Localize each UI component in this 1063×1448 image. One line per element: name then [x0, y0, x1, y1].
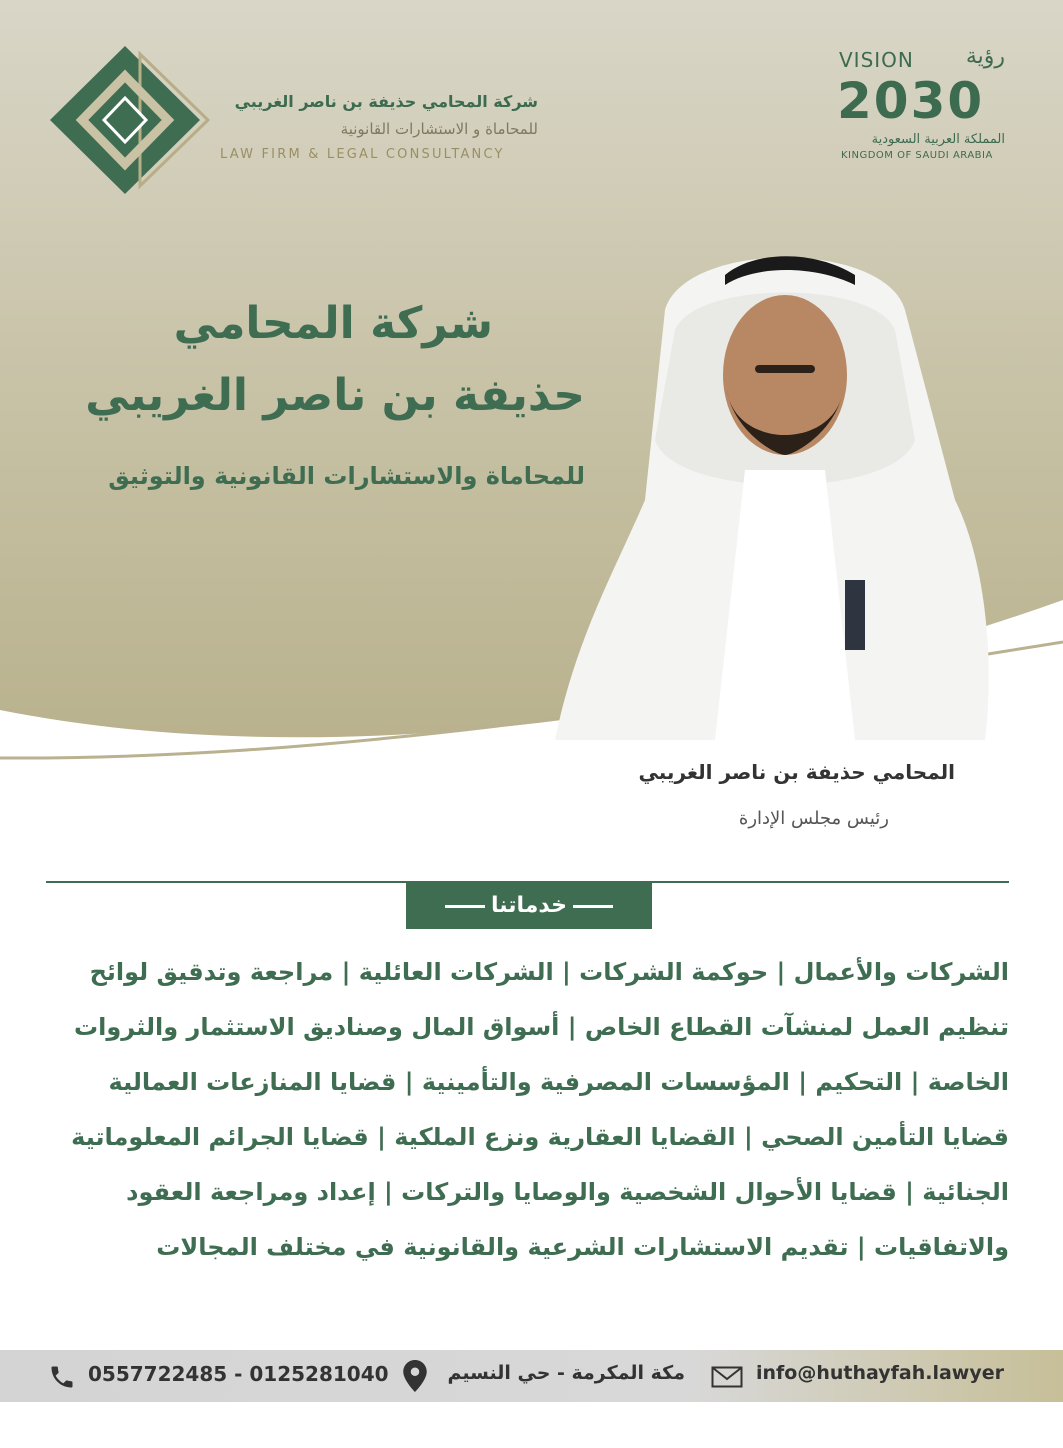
hero-subtitle: للمحاماة والاستشارات القانونية والتوثيق — [108, 462, 585, 490]
contact-phones[interactable]: 0557722485 - 0125281040 — [88, 1362, 389, 1386]
location-pin-icon — [402, 1360, 428, 1392]
contact-location: مكة المكرمة - حي النسيم — [447, 1362, 685, 1384]
phone-icon — [48, 1363, 76, 1391]
kingdom-en: KINGDOM OF SAUDI ARABIA — [841, 150, 993, 161]
heading-bar-right — [573, 905, 613, 908]
firm-name-ar: شركة المحامي حذيفة بن ناصر الغريبي — [234, 92, 538, 111]
email-icon — [711, 1366, 743, 1388]
services-heading — [406, 883, 652, 929]
lawyer-portrait — [555, 240, 1010, 740]
heading-bar-left — [445, 905, 485, 908]
firm-name-en: LAW FIRM & LEGAL CONSULTANCY — [220, 147, 505, 162]
person-role: رئيس مجلس الإدارة — [738, 808, 889, 829]
services-line-1: الشركات والأعمال | حوكمة الشركات | الشركات العائلية | مراجعة وتدقيق لوائح — [89, 958, 1009, 986]
services-line-6: والاتفاقيات | تقديم الاستشارات الشرعية والقانونية في مختلف المجالات — [156, 1233, 1009, 1261]
firm-logo — [40, 40, 210, 200]
services-heading-text: خدماتنا — [491, 893, 567, 918]
hero-title-line2: حذيفة بن ناصر الغريبي — [85, 370, 585, 421]
vision-word-ar: رؤية — [965, 44, 1005, 69]
vision-word: VISION — [839, 48, 914, 72]
person-name: المحامي حذيفة بن ناصر الغريبي — [638, 760, 955, 784]
hero-title-line1: شركة المحامي — [173, 298, 493, 349]
vision-year: 2030 — [837, 72, 985, 130]
firm-desc-ar: للمحاماة و الاستشارات القانونية — [340, 120, 538, 138]
kingdom-ar: المملكة العربية السعودية — [871, 132, 1005, 147]
services-line-4: قضايا التأمين الصحي | القضايا العقارية ونزع الملكية | قضايا الجرائم المعلوماتية — [71, 1123, 1009, 1151]
vision-2030-logo — [835, 44, 1015, 164]
services-line-5: الجنائية | قضايا الأحوال الشخصية والوصايا والتركات | إعداد ومراجعة العقود — [126, 1178, 1009, 1206]
services-line-2: تنظيم العمل لمنشآت القطاع الخاص | أسواق المال وصناديق الاستثمار والثروات — [74, 1013, 1009, 1041]
contact-email[interactable]: info@huthayfah.lawyer — [756, 1362, 1005, 1384]
services-line-3: الخاصة | التحكيم | المؤسسات المصرفية والتأمينية | قضايا المنازعات العمالية — [108, 1068, 1009, 1096]
